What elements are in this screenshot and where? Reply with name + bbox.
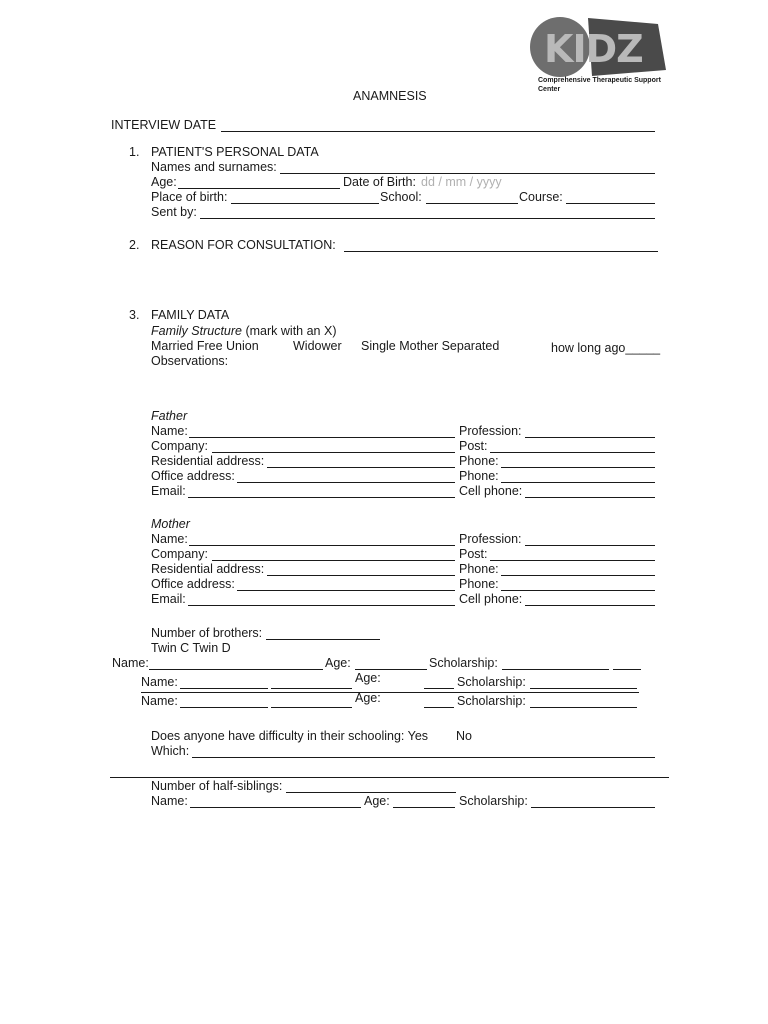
sibling-2-name-field[interactable] <box>180 688 268 689</box>
sibling-3-age-label: Age: <box>355 691 381 705</box>
mother-heading: Mother <box>151 517 190 531</box>
mother-phone-1-label: Phone: <box>459 562 499 576</box>
which-field[interactable] <box>192 757 655 758</box>
sibling-1-extra-field[interactable] <box>613 669 641 670</box>
dob-field[interactable]: dd / mm / yyyy <box>421 175 502 189</box>
father-heading: Father <box>151 409 188 423</box>
interview-date-field[interactable] <box>221 131 655 132</box>
sibling-2-age-label: Age: <box>355 671 381 685</box>
mother-phone-1-field[interactable] <box>501 575 655 576</box>
sibling-1-scholarship-field[interactable] <box>502 669 609 670</box>
names-label: Names and surnames: <box>151 160 277 174</box>
names-field[interactable] <box>280 173 655 174</box>
father-cell-label: Cell phone: <box>459 484 523 498</box>
section-2-heading: REASON FOR CONSULTATION: <box>151 238 336 252</box>
sibling-3-scholarship-label: Scholarship: <box>457 694 526 708</box>
father-phone-2-field[interactable] <box>501 482 655 483</box>
observations-label: Observations: <box>151 354 229 368</box>
father-email-field[interactable] <box>188 497 455 498</box>
course-label: Course: <box>519 190 563 204</box>
half-sibling-age-field[interactable] <box>393 807 455 808</box>
mother-cell-field[interactable] <box>525 605 655 606</box>
section-1-number: 1. <box>129 145 140 159</box>
sibling-1-name-field[interactable] <box>149 669 323 670</box>
section-3-number: 3. <box>129 308 140 322</box>
father-company-label: Company: <box>151 439 208 453</box>
mother-profession-label: Profession: <box>459 532 522 546</box>
which-label: Which: <box>151 744 190 758</box>
father-residential-label: Residential address: <box>151 454 265 468</box>
half-siblings-count-field[interactable] <box>286 792 456 793</box>
father-profession-field[interactable] <box>525 437 655 438</box>
mother-residential-label: Residential address: <box>151 562 265 576</box>
father-phone-1-label: Phone: <box>459 454 499 468</box>
sibling-3-name-label: Name: <box>141 694 178 708</box>
mother-name-label: Name: <box>151 532 188 546</box>
father-email-label: Email: <box>151 484 186 498</box>
mother-cell-label: Cell phone: <box>459 592 523 606</box>
option-single-mother-separated[interactable]: Single Mother Separated <box>361 339 500 353</box>
difficulty-question[interactable]: Does anyone have difficulty in their schooling: Yes <box>151 729 429 743</box>
difficulty-no-option[interactable]: No <box>456 729 472 743</box>
section-3-heading: FAMILY DATA <box>151 308 230 322</box>
half-sibling-scholarship-label: Scholarship: <box>459 794 528 808</box>
family-structure-line <box>151 324 336 339</box>
father-office-label: Office address: <box>151 469 235 483</box>
sibling-1-scholarship-label: Scholarship: <box>429 656 498 670</box>
place-of-birth-field[interactable] <box>231 203 379 204</box>
father-residential-field[interactable] <box>267 467 455 468</box>
father-profession-label: Profession: <box>459 424 522 438</box>
mother-email-label: Email: <box>151 592 186 606</box>
interview-date-label: INTERVIEW DATE <box>111 118 217 132</box>
family-structure-label: Family Structure <box>151 324 242 338</box>
course-field[interactable] <box>566 203 655 204</box>
logo-tagline-1: Comprehensive Therapeutic Support <box>538 77 661 84</box>
mother-profession-field[interactable] <box>525 545 655 546</box>
father-post-field[interactable] <box>490 452 655 453</box>
sibling-1-age-field[interactable] <box>355 669 427 670</box>
father-phone-1-field[interactable] <box>501 467 655 468</box>
mother-phone-2-label: Phone: <box>459 577 499 591</box>
option-married-free-union[interactable]: Married Free Union <box>151 339 259 353</box>
section-divider <box>110 777 669 778</box>
section-2-number: 2. <box>129 238 140 252</box>
section-1-heading: PATIENT'S PERSONAL DATA <box>151 145 319 159</box>
father-cell-field[interactable] <box>525 497 655 498</box>
family-structure-hint: (mark with an X) <box>245 324 337 338</box>
mother-office-label: Office address: <box>151 577 235 591</box>
half-sibling-name-field[interactable] <box>190 807 361 808</box>
twin-options[interactable]: Twin C Twin D <box>151 641 231 655</box>
kidz-logo <box>530 12 670 82</box>
sent-by-label: Sent by: <box>151 205 197 219</box>
mother-office-field[interactable] <box>237 590 455 591</box>
sibling-1-age-label: Age: <box>325 656 351 670</box>
sibling-row-divider <box>141 692 639 693</box>
page-title: ANAMNESIS <box>353 89 427 103</box>
half-sibling-name-label: Name: <box>151 794 188 808</box>
sibling-2-scholarship-field[interactable] <box>530 688 637 689</box>
kidz-logo-graphic <box>530 12 670 82</box>
sibling-2-scholarship-label: Scholarship: <box>457 675 526 689</box>
age-field[interactable] <box>178 188 340 189</box>
brothers-count-label: Number of brothers: <box>151 626 263 640</box>
mother-residential-field[interactable] <box>267 575 455 576</box>
sibling-2-age-field[interactable] <box>424 688 454 689</box>
logo-tagline-2: Center <box>538 86 561 93</box>
mother-post-label: Post: <box>459 547 488 561</box>
how-long-ago-field[interactable]: how long ago_____ <box>551 341 661 355</box>
father-post-label: Post: <box>459 439 488 453</box>
father-name-label: Name: <box>151 424 188 438</box>
sibling-2-name-label: Name: <box>141 675 178 689</box>
mother-company-field[interactable] <box>212 560 455 561</box>
sibling-3-scholarship-field[interactable] <box>530 707 637 708</box>
option-widower[interactable]: Widower <box>293 339 342 353</box>
sibling-2-extra-field[interactable] <box>271 688 352 689</box>
father-company-field[interactable] <box>212 452 455 453</box>
mother-phone-2-field[interactable] <box>501 590 655 591</box>
half-sibling-scholarship-field[interactable] <box>531 807 655 808</box>
age-label: Age: <box>151 175 177 189</box>
sent-by-field[interactable] <box>200 218 655 219</box>
reason-field[interactable] <box>344 251 658 252</box>
brothers-count-field[interactable] <box>266 639 380 640</box>
half-sibling-age-label: Age: <box>364 794 390 808</box>
father-phone-2-label: Phone: <box>459 469 499 483</box>
half-siblings-count-label: Number of half-siblings: <box>151 779 283 793</box>
mother-company-label: Company: <box>151 547 208 561</box>
mother-post-field[interactable] <box>490 560 655 561</box>
logo-wordmark: KIDZ <box>544 27 643 71</box>
sibling-1-name-label: Name: <box>112 656 149 670</box>
sibling-3-name-field[interactable] <box>180 707 268 708</box>
mother-name-field[interactable] <box>189 545 455 546</box>
school-label: School: <box>380 190 422 204</box>
sibling-3-extra-field[interactable] <box>271 707 352 708</box>
place-of-birth-label: Place of birth: <box>151 190 228 204</box>
father-office-field[interactable] <box>237 482 455 483</box>
sibling-3-age-field[interactable] <box>424 707 454 708</box>
father-name-field[interactable] <box>189 437 455 438</box>
dob-label: Date of Birth: <box>343 175 416 189</box>
mother-email-field[interactable] <box>188 605 455 606</box>
school-field[interactable] <box>426 203 518 204</box>
